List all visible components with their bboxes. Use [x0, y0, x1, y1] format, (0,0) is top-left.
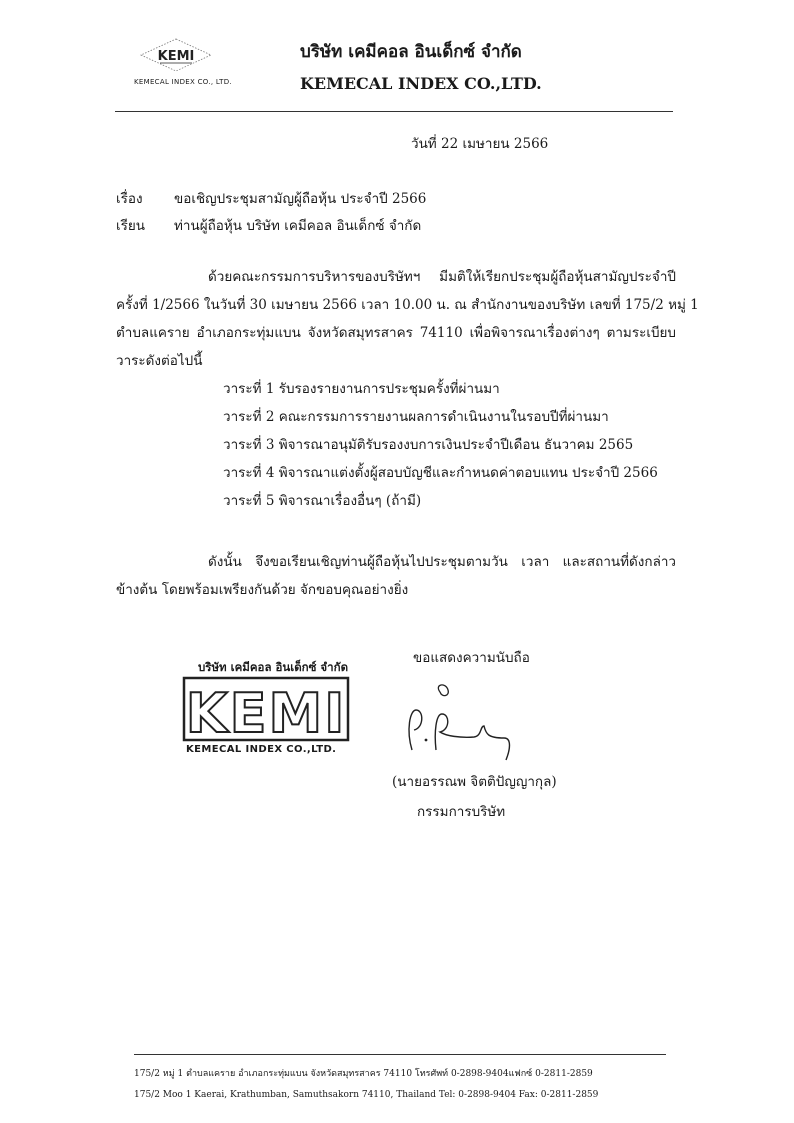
- company-logo: [140, 38, 212, 72]
- logo-caption: KEMECAL INDEX CO., LTD.: [134, 78, 232, 86]
- intro-paragraph: [116, 263, 699, 375]
- signer-title: กรรมการบริษัท: [417, 804, 506, 820]
- subject-text: ขอเชิญประชุมสามัญผู้ถือหุ้น ประจำปี 2566: [174, 191, 427, 207]
- to-label: เรียน: [116, 218, 146, 234]
- intro-line: ครั้งที่ 1/2566 ในวันที่ 30 เมษายน 2566 เวลา 10.00 น. ณ สำนักงานของบริษัท เลขที่ 175/2 หมู่ 1: [116, 297, 699, 313]
- agenda-item: วาระที่ 2 คณะกรรมการรายงานผลการดำเนินงานในรอบปีที่ผ่านมา: [223, 409, 609, 425]
- agenda-item: วาระที่ 4 พิจารณาแต่งตั้งผู้สอบบัญชีและกำหนดค่าตอบแทน ประจำปี 2566: [223, 465, 658, 481]
- agenda-item: วาระที่ 5 พิจารณาเรื่องอื่นๆ (ถ้ามี): [223, 493, 422, 509]
- stamp-company-th: บริษัท เคมีคอล อินเด็กซ์ จำกัด: [198, 660, 349, 674]
- sign-off: ขอแสดงความนับถือ: [413, 650, 530, 666]
- footer-address-en: 175/2 Moo 1 Kaerai, Krathumban, Samuthsakorn 74110, Thailand Tel: 0-2898-9404 Fax: 0-2811-2859: [134, 1090, 599, 1100]
- intro-line: วาระดังต่อไปนี้: [116, 353, 203, 369]
- closing-line: ดังนั้น จึงขอเรียนเชิญท่านผู้ถือหุ้นไปประชุมตามวัน เวลา และสถานที่ดังกล่าว: [208, 554, 676, 570]
- footer-divider: [134, 1054, 666, 1055]
- closing-line: ข้างต้น โดยพร้อมเพรียงกันด้วย จักขอบคุณอย่างยิ่ง: [116, 582, 409, 598]
- agenda-item: วาระที่ 3 พิจารณาอนุมัติรับรองงบการเงินประจำปีเดือน ธันวาคม 2565: [223, 437, 634, 453]
- agenda-item: วาระที่ 1 รับรองรายงานการประชุมครั้งที่ผ่านมา: [223, 381, 500, 397]
- footer-address-th: 175/2 หมู่ 1 ตำบลแคราย อำเภอกระทุ่มแบน จังหวัดสมุทรสาคร 74110 โทรศัพท์ 0-2898-9404แฟกซ์ 0-2811-2859: [134, 1069, 593, 1079]
- closing-paragraph: [116, 548, 676, 604]
- agenda-list: [223, 375, 658, 515]
- header-divider: [115, 111, 673, 112]
- company-name-en: KEMECAL INDEX CO.,LTD.: [300, 74, 542, 93]
- signer-name: (นายอรรณพ จิตติปัญญากุล): [392, 774, 557, 790]
- intro-line: ตำบลแคราย อำเภอกระทุ่มแบน จังหวัดสมุทรสาคร 74110 เพื่อพิจารณาเรื่องต่างๆ ตามระเบียบ: [116, 325, 676, 341]
- signature: [400, 680, 540, 770]
- to-text: ท่านผู้ถือหุ้น บริษัท เคมีคอล อินเด็กซ์ จำกัด: [174, 218, 422, 234]
- letter-date: วันที่ 22 เมษายน 2566: [411, 136, 549, 152]
- intro-line: ด้วยคณะกรรมการบริหารของบริษัทฯ มีมติให้เรียกประชุมผู้ถือหุ้นสามัญประจำปี: [208, 269, 676, 285]
- stamp-company-en: KEMECAL INDEX CO.,LTD.: [186, 744, 337, 755]
- stamp-logo-text: KEMI: [185, 682, 347, 745]
- logo-text: KEMI: [157, 49, 195, 64]
- company-name-th: บริษัท เคมีคอล อินเด็กซ์ จำกัด: [300, 42, 522, 62]
- subject-label: เรื่อง: [116, 191, 143, 207]
